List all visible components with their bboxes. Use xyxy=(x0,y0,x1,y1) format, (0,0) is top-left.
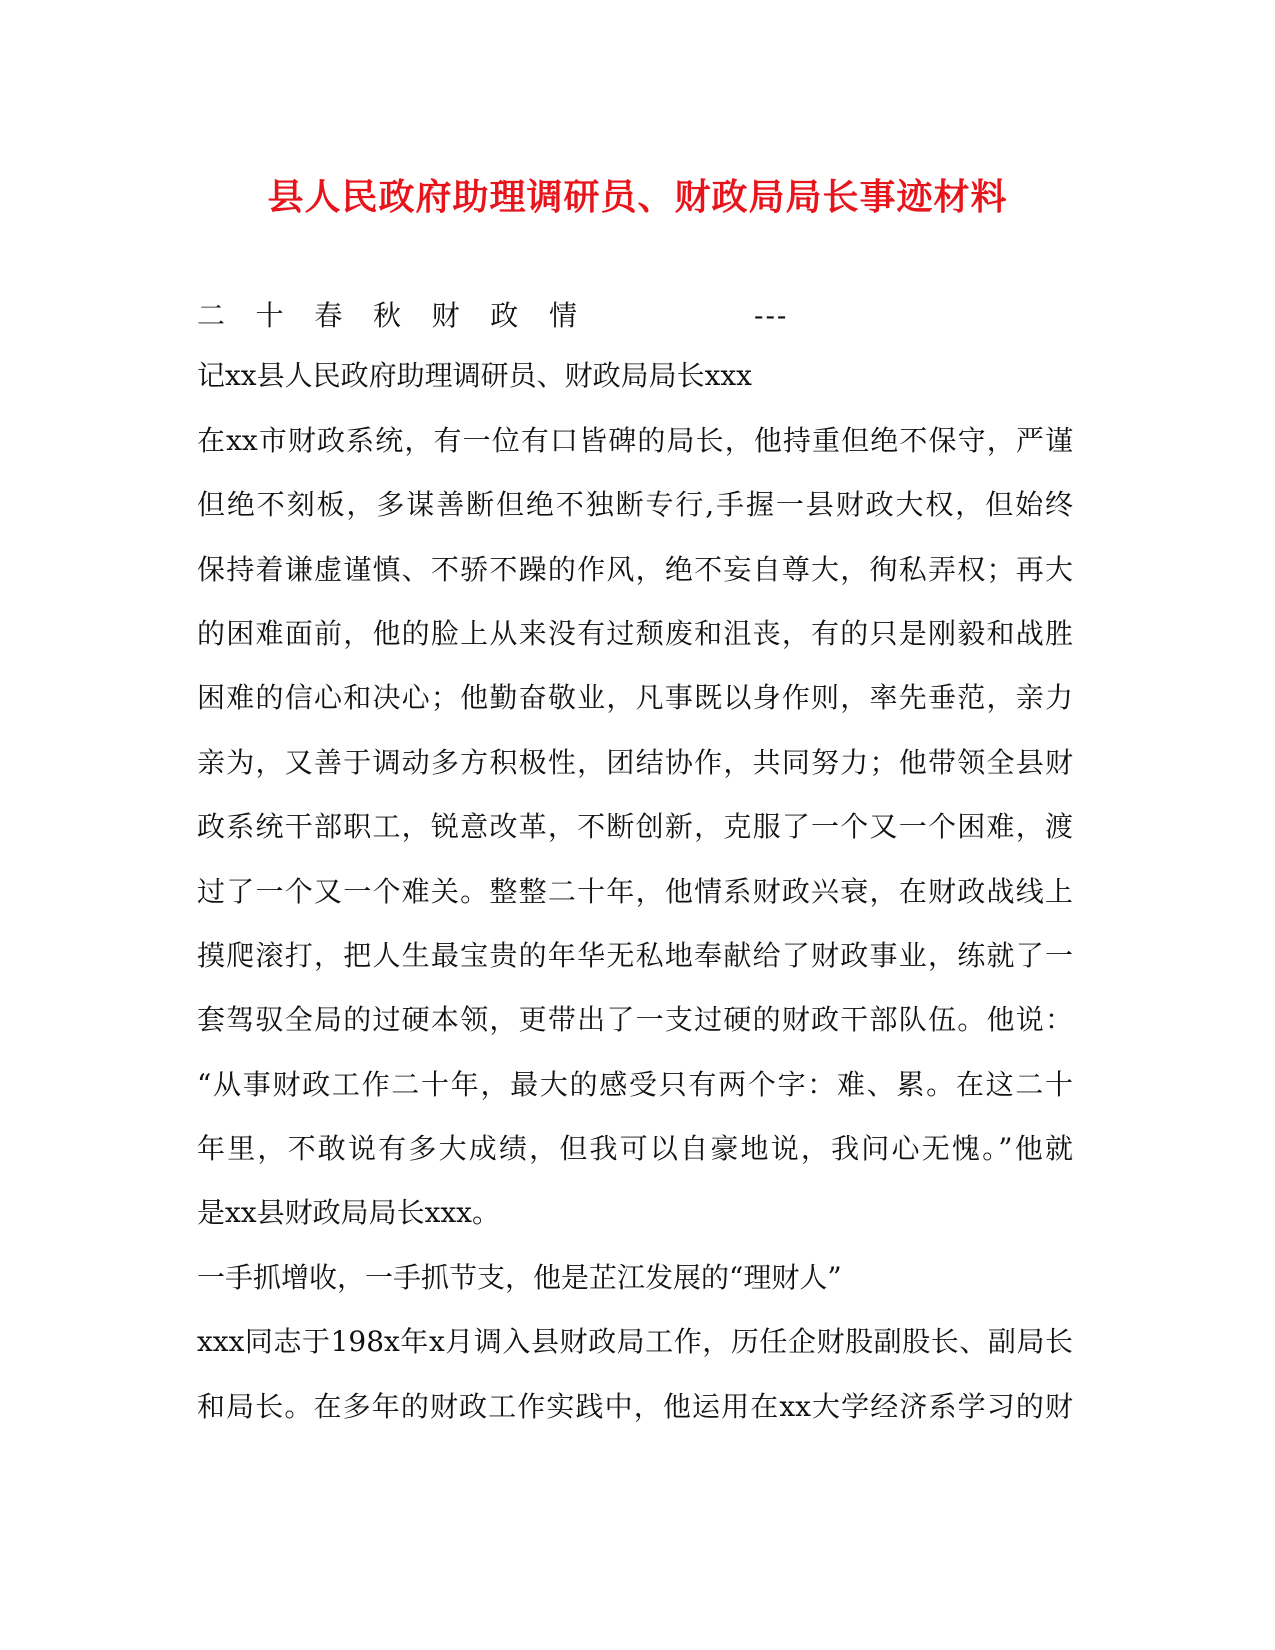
document-body xyxy=(197,284,1073,1443)
paragraph-line: 年里，不敢说有多大成绩，但我可以自豪地说，我问心无愧。”他就 xyxy=(197,1132,1073,1166)
subtitle-char: 政 xyxy=(490,299,519,333)
subtitle-char: 十 xyxy=(255,299,284,333)
paragraph-line: “从事财政工作二十年，最大的感受只有两个字：难、累。在这二十 xyxy=(197,1067,1073,1101)
paragraph-line: 在xx市财政系统，有一位有口皆碑的局长，他持重但绝不保守，严谨 xyxy=(197,423,1073,457)
paragraph-line: 但绝不刻板，多谋善断但绝不独断专行,手握一县财政大权，但始终 xyxy=(197,488,1073,522)
subtitle-char: 财 xyxy=(431,299,460,333)
section-heading-line: 一手抓增收，一手抓节支，他是芷江发展的“理财人” xyxy=(197,1260,842,1294)
paragraph-line: 和局长。在多年的财政工作实践中，他运用在xx大学经济系学习的财 xyxy=(197,1389,1073,1423)
subtitle-chars xyxy=(197,288,577,344)
paragraph-line: 是xx县财政局局长xxx。 xyxy=(197,1196,500,1230)
paragraph-line: 困难的信心和决心；他勤奋敬业，凡事既以身作则，率先垂范，亲力 xyxy=(197,681,1073,715)
subtitle-char: 情 xyxy=(548,299,577,333)
paragraph-line: 套驾驭全局的过硬本领，更带出了一支过硬的财政干部队伍。他说： xyxy=(197,1003,1073,1037)
subtitle-dash: --- xyxy=(754,299,789,333)
paragraph-line: 保持着谦虚谨慎、不骄不躁的作风，绝不妄自尊大，徇私弄权；再大 xyxy=(197,552,1073,586)
paragraph-line: 的困难面前，他的脸上从来没有过颓废和沮丧，有的只是刚毅和战胜 xyxy=(197,616,1073,650)
subtitle-char: 春 xyxy=(314,299,343,333)
paragraph-line: 摸爬滚打，把人生最宝贵的年华无私地奉献给了财政事业，练就了一 xyxy=(197,938,1073,972)
paragraph-line: 政系统干部职工，锐意改革，不断创新，克服了一个又一个困难，渡 xyxy=(197,810,1073,844)
paragraph-line: 亲为，又善于调动多方积极性，团结协作，共同努力；他带领全县财 xyxy=(197,745,1073,779)
paragraph-line: 过了一个又一个难关。整整二十年，他情系财政兴衰，在财政战线上 xyxy=(197,874,1073,908)
paragraph-line: 记xx县人民政府助理调研员、财政局局长xxx xyxy=(197,359,752,393)
subtitle-line xyxy=(197,284,1073,348)
subtitle-char: 二 xyxy=(197,299,226,333)
subtitle-char: 秋 xyxy=(372,299,401,333)
paragraph-line: xxx同志于198x年x月调入县财政局工作，历任企财股副股长、副局长 xyxy=(197,1325,1073,1359)
document-title: 县人民政府助理调研员、财政局局长事迹材料 xyxy=(267,176,1008,218)
